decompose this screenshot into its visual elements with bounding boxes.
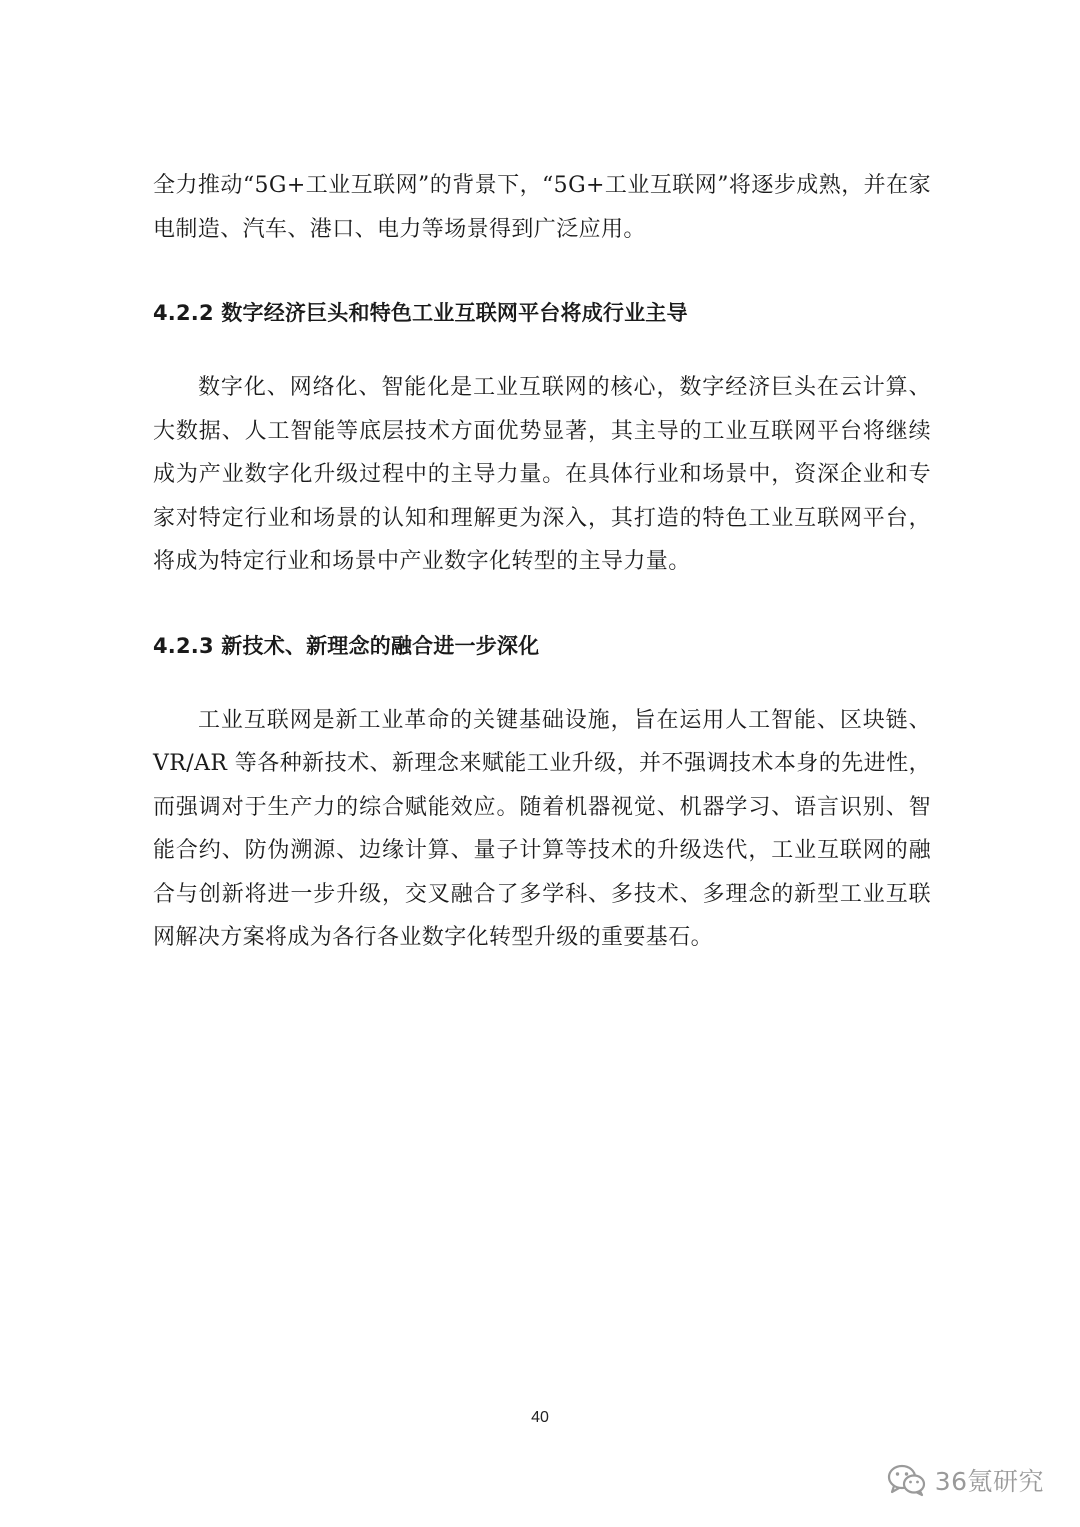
paragraph-digital-giants: 数字化、网络化、智能化是工业互联网的核心，数字经济巨头在云计算、大数据、人工智能等底层技术方面优势显著，其主导的工业互联网平台将继续成为产业数字化升级过程中的主导力量。在具体行业和场景中，资深企业和专家对特定行业和场景的认知和理解更为深入，其打造的特色工业互联网平台，将成为特定行业和场景中产业数字化转型的主导力量。 [153, 375, 931, 574]
page-content [153, 164, 931, 960]
paragraph-continuation: 全力推动“5G+工业互联网”的背景下，“5G+工业互联网”将逐步成熟，并在家电制造、汽车、港口、电力等场景得到广泛应用。 [153, 173, 931, 242]
section-heading-4-2-2: 4.2.2 数字经济巨头和特色工业互联网平台将成行业主导 [153, 301, 688, 325]
watermark [887, 1462, 1044, 1498]
spacer [153, 251, 931, 298]
page-number: 40 [531, 1409, 549, 1426]
spacer [153, 661, 931, 699]
wechat-icon [887, 1463, 927, 1497]
spacer [153, 328, 931, 366]
section-heading-4-2-3: 4.2.3 新技术、新理念的融合进一步深化 [153, 633, 540, 658]
spacer [153, 584, 931, 631]
watermark-text: 36氪研究 [934, 1467, 1044, 1496]
paragraph-new-technologies: 工业互联网是新工业革命的关键基础设施，旨在运用人工智能、区块链、VR/AR 等各种新技术、新理念来赋能工业升级，并不强调技术本身的先进性，而强调对于生产力的综合赋能效应。随着机器视觉、机器学习、语言识别、智能合约、防伪溯源、边缘计算、量子计算等技术的升级迭代，工业互联网的融合与创新将进一步升级，交叉融合了多学科、多技术、多理念的新型工业互联网解决方案将成为各行各业数字化转型升级的重要基石。 [153, 707, 931, 950]
